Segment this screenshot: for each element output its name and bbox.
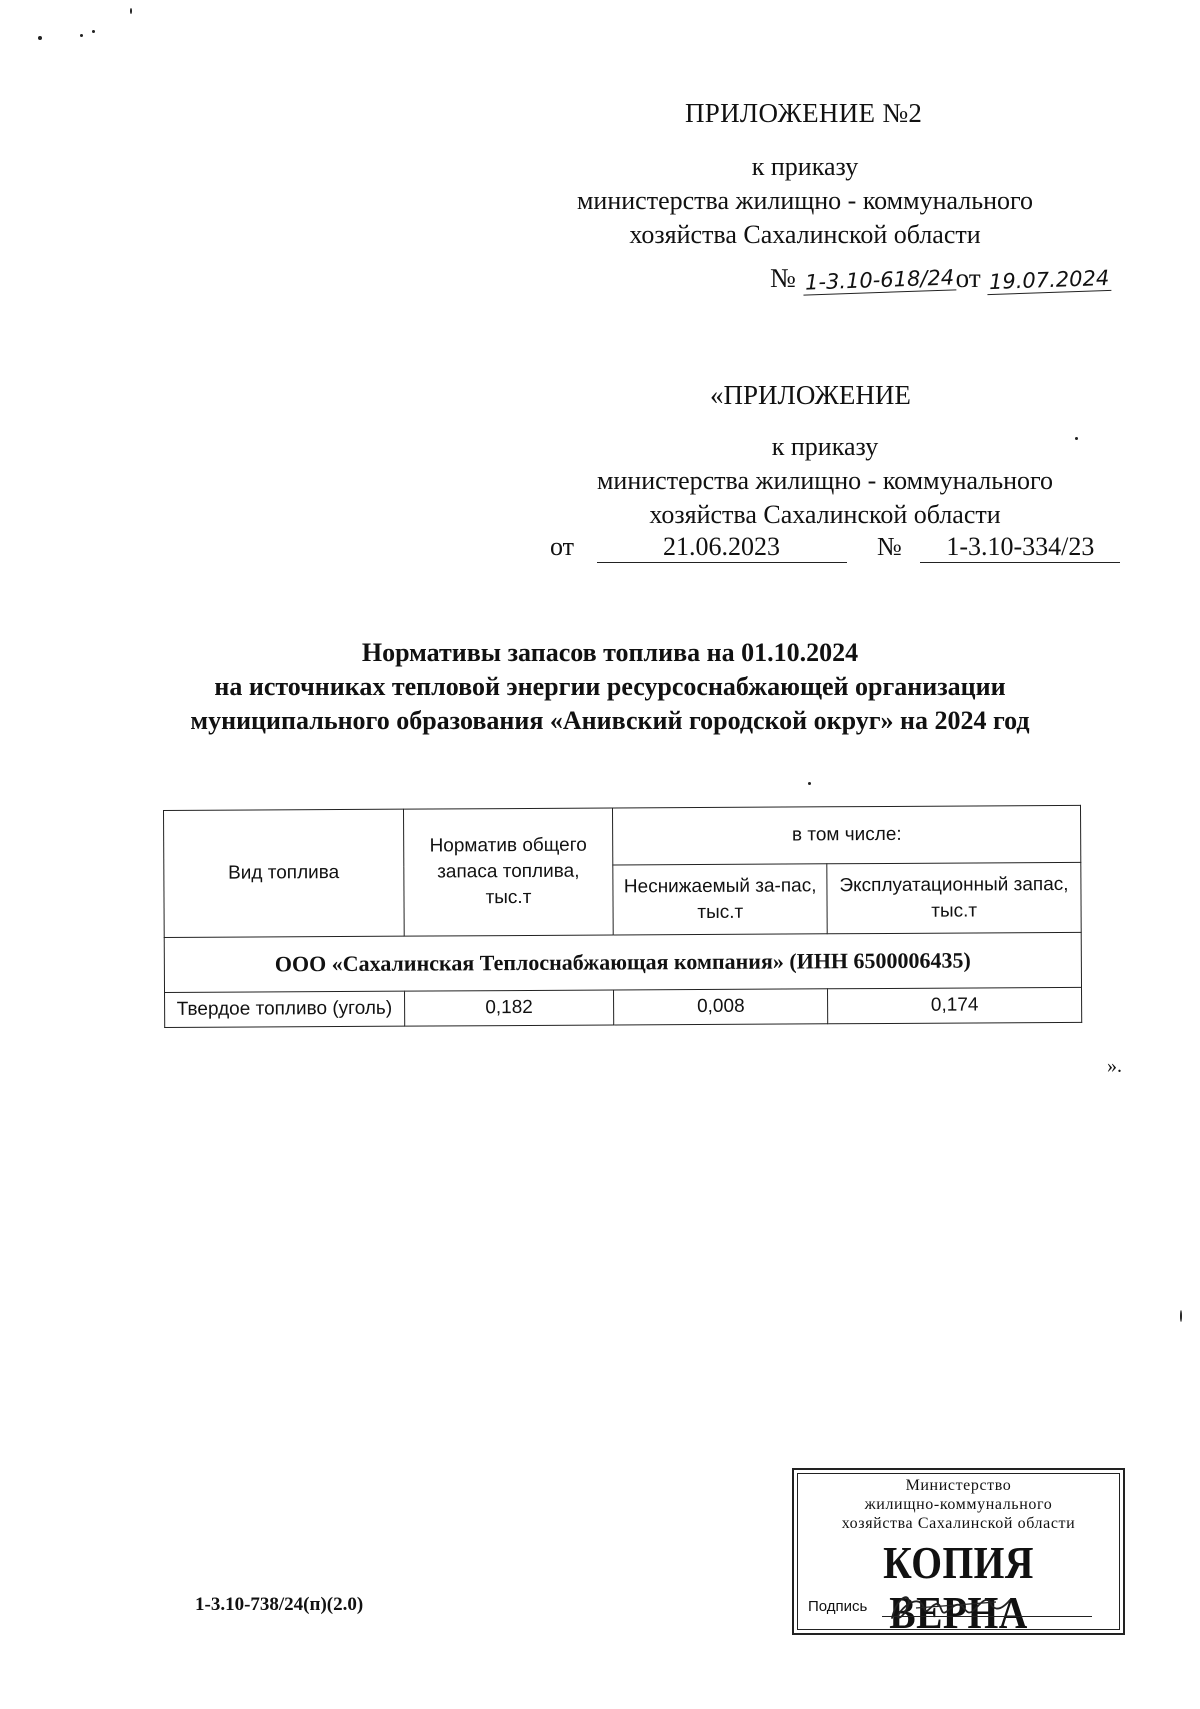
number-sign: № bbox=[770, 263, 796, 293]
scan-speck bbox=[1180, 1310, 1182, 1322]
table-header-row bbox=[164, 805, 1081, 867]
cell-total-reserve: 0,182 bbox=[404, 990, 614, 1026]
scan-speck bbox=[130, 8, 132, 14]
stamp-org-line3: хозяйства Сахалинской области bbox=[841, 1515, 1076, 1532]
cell-nonreducible-reserve: 0,008 bbox=[614, 989, 828, 1025]
original-appendix-line1: к приказу bbox=[771, 432, 879, 461]
document-title-line3: муниципального образования «Анивский городской округ» на 2024 год bbox=[190, 706, 1030, 735]
original-appendix-reference-block bbox=[560, 430, 1090, 532]
table-row bbox=[165, 987, 1082, 1027]
document-reference-number: 1-3.10-738/24(п)(2.0) bbox=[195, 1594, 364, 1615]
stamp-organization bbox=[794, 1476, 1123, 1533]
handwritten-order-date: 19.07.2024 bbox=[987, 266, 1112, 295]
date-prefix: от bbox=[955, 263, 981, 293]
header-including: в том числе: bbox=[613, 805, 1081, 865]
appendix-2-number-line bbox=[770, 263, 1112, 294]
scan-speck bbox=[38, 36, 42, 40]
fuel-reserve-table bbox=[163, 805, 1082, 1028]
appendix-2-title: ПРИЛОЖЕНИЕ №2 bbox=[685, 98, 923, 128]
header-nonreducible-reserve: Неснижаемый за-пас, тыс.т bbox=[613, 864, 827, 935]
document-title-line2: на источниках тепловой энергии ресурсоснабжающей организации bbox=[214, 672, 1006, 701]
closing-quote: ». bbox=[1107, 1055, 1122, 1077]
appendix-2-line3: хозяйства Сахалинской области bbox=[629, 220, 981, 249]
stamp-signature-label: Подпись bbox=[808, 1598, 868, 1615]
header-total-reserve: Норматив общего запаса топлива, тыс.т bbox=[403, 808, 613, 936]
date-prefix: от bbox=[550, 532, 575, 561]
scan-speck bbox=[80, 34, 83, 37]
number-sign: № bbox=[877, 532, 902, 561]
scan-speck bbox=[92, 30, 95, 33]
cell-operational-reserve: 0,174 bbox=[828, 987, 1082, 1023]
original-appendix-title: «ПРИЛОЖЕНИЕ bbox=[710, 380, 911, 410]
original-appendix-date-number-line bbox=[550, 532, 1120, 563]
stamp-org-line1: Министерство bbox=[905, 1477, 1012, 1494]
appendix-2-reference-block bbox=[540, 150, 1070, 252]
handwritten-order-number: 1-3.10-618/24 bbox=[802, 265, 956, 295]
cell-fuel-type: Твердое топливо (уголь) bbox=[165, 991, 405, 1027]
stamp-org-line2: жилищно-коммунального bbox=[864, 1496, 1053, 1513]
appendix-2-line2: министерства жилищно - коммунального bbox=[576, 186, 1034, 215]
stamp-certified-copy-text: КОПИЯ ВЕРНА bbox=[883, 1537, 1034, 1638]
appendix-2-line1: к приказу bbox=[751, 152, 859, 181]
document-title-line1: Нормативы запасов топлива на 01.10.2024 bbox=[361, 638, 859, 667]
certified-copy-stamp bbox=[792, 1468, 1125, 1638]
scan-speck bbox=[808, 782, 811, 785]
original-order-number: 1-3.10-334/23 bbox=[920, 532, 1120, 563]
organization-row bbox=[164, 932, 1081, 992]
document-title bbox=[150, 636, 1070, 738]
header-operational-reserve: Эксплуатационный запас, тыс.т bbox=[827, 862, 1081, 933]
organization-name: ООО «Сахалинская Теплоснабжающая компания» (ИНН 6500006435) bbox=[164, 932, 1081, 992]
original-appendix-line3: хозяйства Сахалинской области bbox=[649, 500, 1001, 529]
original-appendix-line2: министерства жилищно - коммунального bbox=[596, 466, 1054, 495]
header-fuel-type: Вид топлива bbox=[164, 809, 404, 937]
original-order-date: 21.06.2023 bbox=[597, 532, 847, 563]
handwritten-signature bbox=[886, 1588, 1016, 1628]
